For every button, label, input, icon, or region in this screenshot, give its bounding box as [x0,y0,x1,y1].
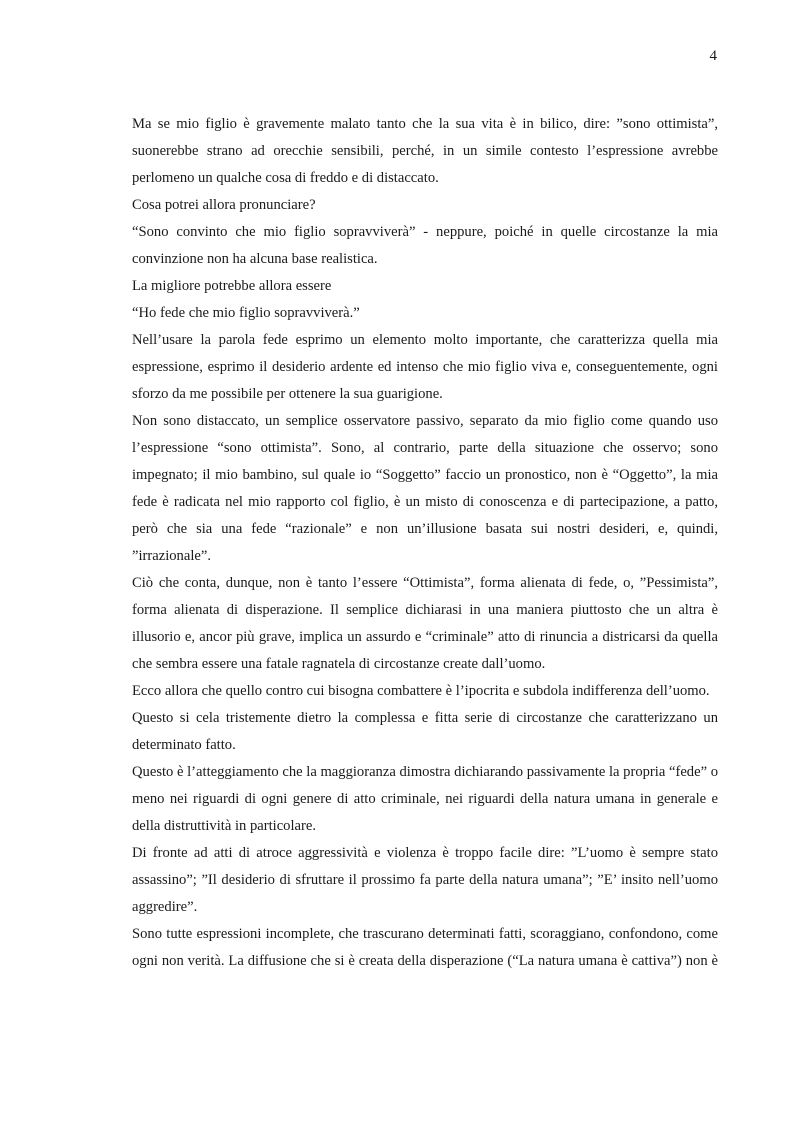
paragraph-6: Nell’usare la parola fede esprimo un elemento molto importante, che caratterizza quella mia espressione, esprimo il desiderio ardente ed intenso che mio figlio viva e, conseguentemente, ogni sforzo da me possibile per ottenere la sua guarigione. [132,332,718,402]
paragraph-10: Questo si cela tristemente dietro la complessa e fitta serie di circostanze che caratterizzano un determinato fatto. [132,710,718,753]
paragraph-7: Non sono distaccato, un semplice osservatore passivo, separato da mio figlio come quando uso l’espressione “sono ottimista”. Sono, al contrario, parte della situazione che osservo; sono impegnato; il mio bambino, sul quale io “Soggetto” faccio un pronostico, non è “Oggetto”, la mia fede è radicata nel mio rapporto col figlio, è un misto di conoscenza e di partecipazione, a patto, però che sia una fede “razionale” e non un’illusione basata sui nostri desideri, e, quindi, ”irrazionale”. [132,413,718,564]
body-text [132,111,718,975]
paragraph-13: Sono tutte espressioni incomplete, che trascurano determinati fatti, scoraggiano, confondono, come ogni non verità. La diffusione che si è creata della disperazione (“La natura umana è cattiva”) non è [132,926,718,969]
page-number: 4 [709,48,717,64]
paragraph-3: “Sono convinto che mio figlio sopravviverà” - neppure, poiché in quelle circostanze la mia convinzione non ha alcuna base realistica. [132,224,718,267]
paragraph-9: Ecco allora che quello contro cui bisogna combattere è l’ipocrita e subdola indifferenza dell’uomo. [132,683,710,699]
paragraph-8: Ciò che conta, dunque, non è tanto l’essere “Ottimista”, forma alienata di fede, o, ”Pessimista”, forma alienata di disperazione. Il semplice dichiarasi in una maniera piuttosto che un altra è illusorio e, ancor più grave, implica un assurdo e “criminale” atto di rinuncia a districarsi da quella che sembra essere una fatale ragnatela di circostanze create dall’uomo. [132,575,718,672]
paragraph-1: Ma se mio figlio è gravemente malato tanto che la sua vita è in bilico, dire: ”sono ottimista”, suonerebbe strano ad orecchie sensibili, perché, in un simile contesto l’espressione avrebbe perlomeno un qualche cosa di freddo e di distaccato. [132,116,718,186]
paragraph-2: Cosa potrei allora pronunciare? [132,197,316,213]
paragraph-4: La migliore potrebbe allora essere [132,278,332,294]
paragraph-12: Di fronte ad atti di atroce aggressività e violenza è troppo facile dire: ”L’uomo è sempre stato assassino”; ”Il desiderio di sfruttare il prossimo fa parte della natura umana”; ”E’ insito nell’uomo aggredire”. [132,845,718,915]
paragraph-5: “Ho fede che mio figlio sopravviverà.” [132,305,360,321]
paragraph-11: Questo è l’atteggiamento che la maggioranza dimostra dichiarando passivamente la propria “fede” o meno nei riguardi di ogni genere di atto criminale, nei riguardi della natura umana in generale e della distruttività in particolare. [132,764,718,834]
